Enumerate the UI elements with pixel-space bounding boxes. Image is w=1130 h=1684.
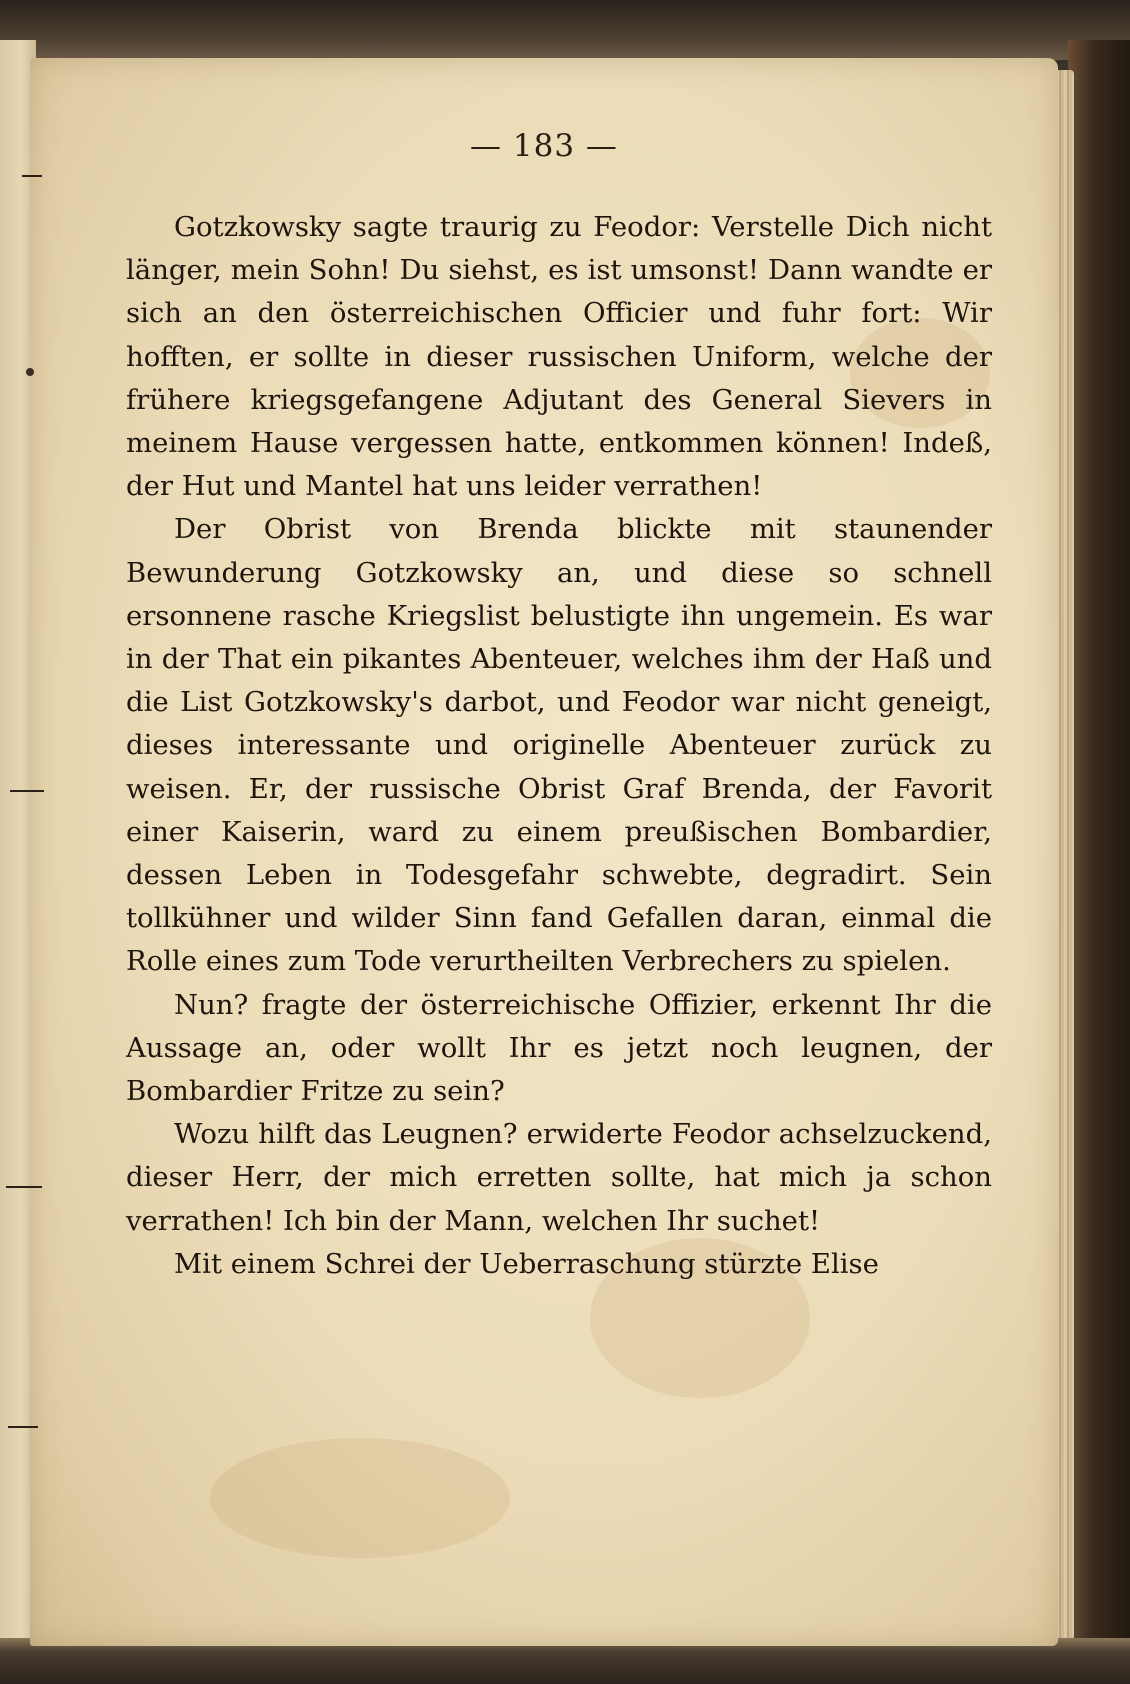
paper-page [30,58,1058,1646]
page-number: — 183 — [470,128,618,164]
book-cover-right [1068,40,1130,1684]
book-cover-top [0,0,1130,60]
margin-tick [8,1426,38,1428]
margin-tick [22,175,42,177]
paragraph: Nun? fragte der österreichische Offizier, erkennt Ihr die Aussage an, oder wollt Ihr es jetzt noch leugnen, der Bombardier Fritze zu sein? [126,988,992,1108]
paragraph: Gotzkowsky sagte traurig zu Feodor: Verstelle Dich nicht länger, mein Sohn! Du siehst, es ist umsonst! Dann wandte er sich an den österreichischen Officier und fuhr fort: Wir hofften, er sollte in dieser russischen Uniform, welche der frühere kriegsgefangene Adjutant des General Sievers in meinem Hause vergessen hatte, entkommen können! Indeß, der Hut und Mantel hat uns leider verrathen! [126,211,992,503]
margin-tick [26,368,34,376]
margin-tick [6,1186,42,1188]
paragraph: Mit einem Schrei der Ueberraschung stürzte Elise [174,1247,879,1280]
paper-stain [210,1438,510,1558]
paragraph: Wozu hilft das Leugnen? erwiderte Feodor achselzuckend, dieser Herr, der mich erretten sollte, hat mich ja schon verrathen! Ich bin der Mann, welchen Ihr suchet! [126,1118,992,1237]
margin-tick [10,790,44,792]
body-text [126,206,992,1286]
paragraph: Der Obrist von Brenda blickte mit staunender Bewunderung Gotzkowsky an, und diese so schnell ersonnene rasche Kriegslist belustigte ihn ungemein. Es war in der That ein pikantes Abenteuer, welches ihm der Haß und die List Gotzkowsky's darbot, und Feodor war nicht geneigt, dieses interessante und originelle Abenteuer zurück zu weisen. Er, der russische Obrist Graf Brenda, der Favorit einer Kaiserin, ward zu einem preußischen Bombardier, dessen Leben in Todesgefahr schwebte, degradirt. Sein tollkühner und wilder Sinn fand Gefallen daran, einmal die Rolle eines zum Tode verurtheilten Verbrechers zu spielen. [126,513,992,978]
